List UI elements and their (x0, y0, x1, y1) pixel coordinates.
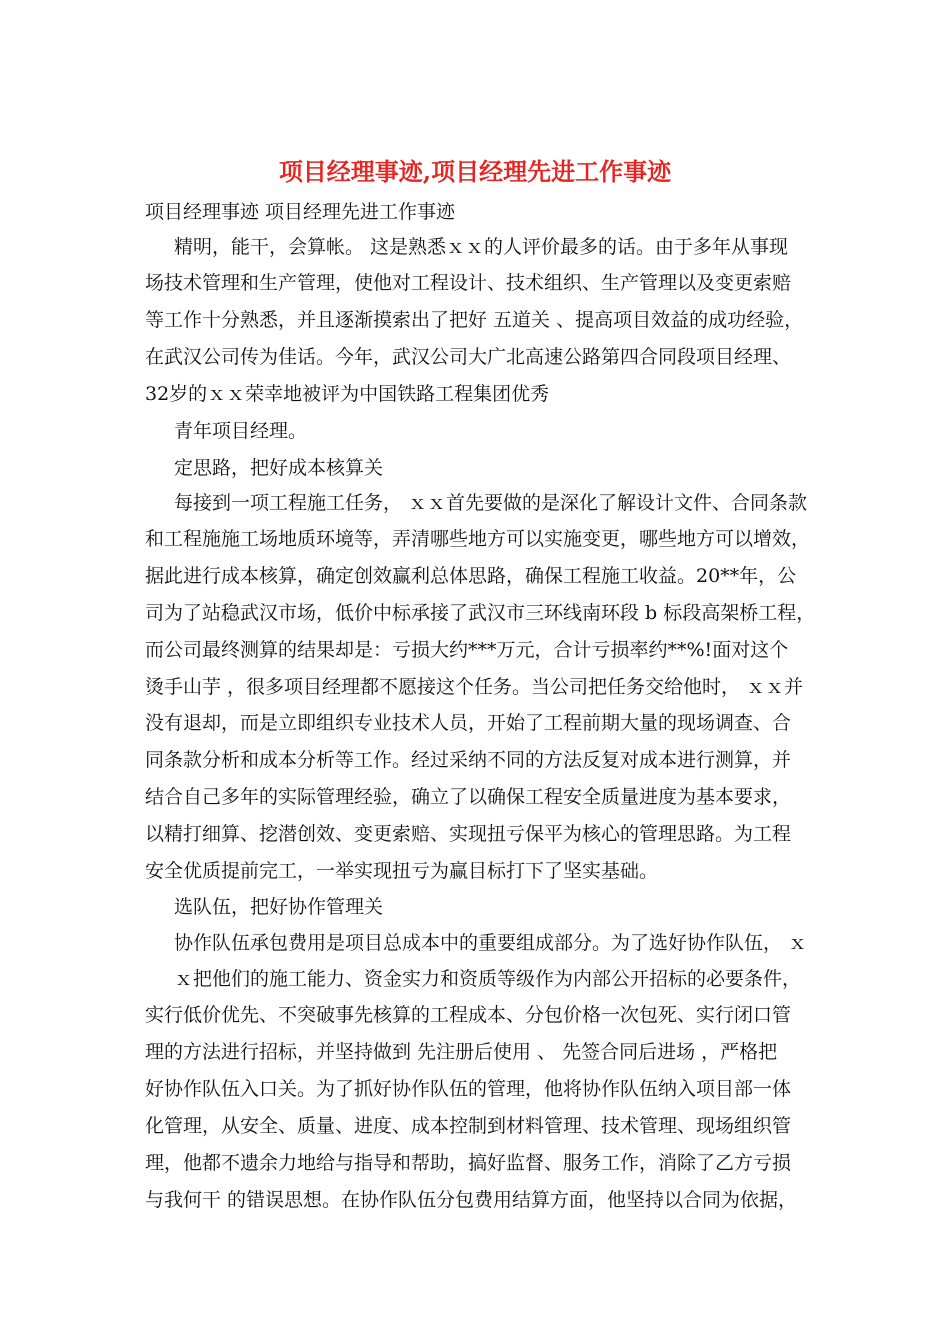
body-line: 化管理，从安全、质量、进度、成本控制到材料管理、技术管理、现场组织管 (145, 1115, 792, 1137)
body-line: 项目经理事迹 项目经理先进工作事迹 (145, 201, 456, 223)
body-line: ｘ把他们的施工能力、资金实力和资质等级作为内部公开招标的必要条件， (174, 968, 802, 990)
body-line: 每接到一项工程施工任务， ｘｘ首先要做的是深化了解设计文件、合同条款 (174, 492, 808, 514)
body-line: 理，他都不遗余力地给与指导和帮助，搞好监督、服务工作，消除了乙方亏损 (145, 1152, 792, 1174)
body-line: 32岁的ｘｘ荣幸地被评为中国铁路工程集团优秀 (145, 383, 550, 405)
body-line: 据此进行成本核算，确定创效赢利总体思路，确保工程施工收益。20**年，公 (145, 565, 797, 587)
body-line: 同条款分析和成本分析等工作。经过采纳不同的方法反复对成本进行测算，并 (145, 749, 792, 771)
body-line: 青年项目经理。 (174, 420, 308, 442)
body-line: 以精打细算、挖潜创效、变更索赔、实现扭亏保平为核心的管理思路。为工程 (145, 823, 792, 845)
body-line: 等工作十分熟悉，并且逐渐摸索出了把好 五道关 、提高项目效益的成功经验， (145, 309, 804, 331)
body-line: 实行低价优先、不突破事先核算的工程成本、分包价格一次包死、实行闭口管 (145, 1004, 792, 1026)
body-line: 协作队伍承包费用是项目总成本中的重要组成部分。为了选好协作队伍， ｘ (174, 932, 808, 954)
body-line: 场技术管理和生产管理，使他对工程设计、技术组织、生产管理以及变更索赔 (145, 272, 792, 294)
body-line: 没有退却，而是立即组织专业技术人员，开始了工程前期大量的现场调查、合 (145, 712, 792, 734)
body-line: 安全优质提前完工，一举实现扭亏为赢目标打下了坚实基础。 (145, 860, 659, 882)
body-line: 而公司最终测算的结果却是：亏损大约***万元，合计亏损率约**%!面对这个 (145, 639, 789, 661)
body-line: 结合自己多年的实际管理经验，确立了以确保工程安全质量进度为基本要求， (145, 786, 792, 808)
body-line: 与我何干 的错误思想。在协作队伍分包费用结算方面，他坚持以合同为依据， (145, 1189, 798, 1211)
body-line: 司为了站稳武汉市场，低价中标承接了武汉市三环线南环段 b 标段高架桥工程， (145, 602, 816, 624)
body-line: 理的方法进行招标，并坚持做到 先注册后使用 、 先签合同后进场 ，严格把 (145, 1041, 778, 1063)
body-line: 好协作队伍入口关。为了抓好协作队伍的管理，他将协作队伍纳入项目部一体 (145, 1078, 792, 1100)
document-title: 项目经理事迹,项目经理先进工作事迹 (278, 157, 672, 186)
body-line: 精明，能干，会算帐。 这是熟悉ｘｘ的人评价最多的话。由于多年从事现 (174, 236, 789, 258)
body-line: 和工程施施工场地质环境等，弄清哪些地方可以实施变更，哪些地方可以增效， (145, 528, 811, 550)
body-line: 选队伍，把好协作管理关 (174, 896, 384, 918)
body-line: 在武汉公司传为佳话。今年，武汉公司大广北高速公路第四合同段项目经理、 (145, 346, 792, 368)
body-line: 烫手山芋 ，很多项目经理都不愿接这个任务。当公司把任务交给他时， ｘｘ并 (145, 676, 804, 698)
body-line: 定思路，把好成本核算关 (174, 457, 384, 479)
